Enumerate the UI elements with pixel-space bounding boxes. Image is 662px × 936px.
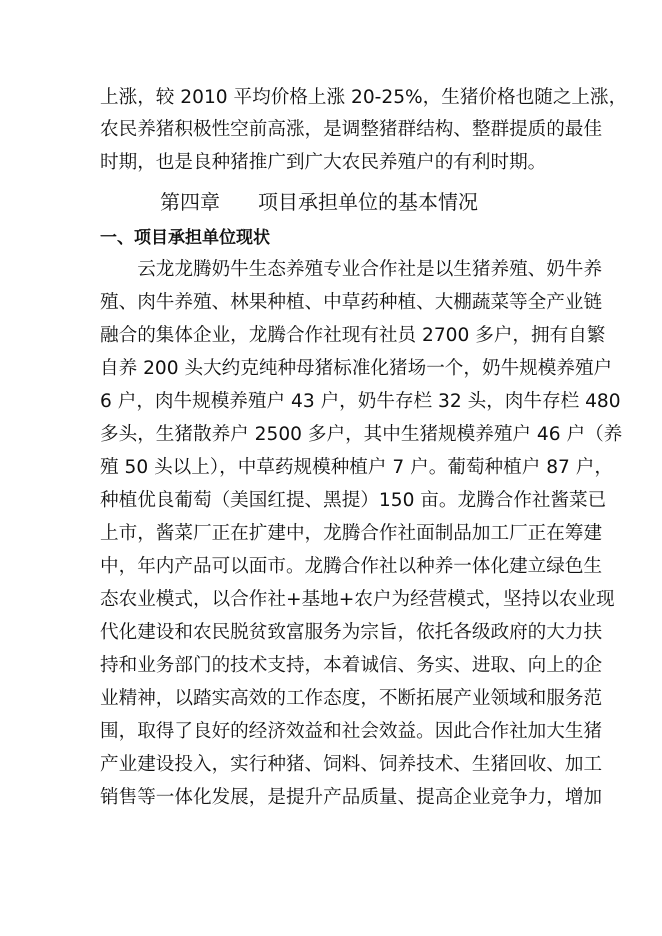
body-line-3: 融合的集体企业，龙腾合作社现有社员 2700 多户，拥有自繁 — [100, 325, 606, 346]
body-line-10: 中，年内产品可以面市。龙腾合作社以种养一体化建立绿色生 — [100, 556, 603, 577]
intro-line-2: 农民养猪积极性空前高涨，是调整猪群结构、整群提质的最佳 — [100, 119, 603, 140]
chapter-heading — [160, 188, 478, 216]
body-line-1: 云龙龙腾奶牛生态养殖专业合作社是以生猪养殖、奶牛养 — [100, 259, 603, 280]
body-line-12: 代化建设和农民脱贫致富服务为宗旨，依托各级政府的大力扶 — [100, 622, 603, 643]
intro-line-3: 时期，也是良种猪推广到广大农民养殖户的有利时期。 — [100, 152, 547, 173]
body-line-6: 多头，生猪散养户 2500 多户，其中生猪规模养殖户 46 户（养 — [100, 424, 623, 445]
body-line-17: 销售等一体化发展，是提升产品质量、提高企业竞争力，增加 — [100, 787, 603, 808]
body-line-8: 种植优良葡萄（美国红提、黑提）150 亩。龙腾合作社酱菜已 — [100, 490, 607, 511]
body-line-4: 自养 200 头大约克纯种母猪标准化猪场一个，奶牛规模养殖户 — [100, 358, 613, 379]
chapter-title: 项目承担单位的基本情况 — [258, 190, 478, 214]
body-line-15: 围，取得了良好的经济效益和社会效益。因此合作社加大生猪 — [100, 721, 603, 742]
body-line-16: 产业建设投入，实行种猪、饲料、饲养技术、生猪回收、加工 — [100, 754, 603, 775]
section-heading: 一、项目承担单位现状 — [100, 228, 270, 248]
body-line-5: 6 户，肉牛规模养殖户 43 户，奶牛存栏 32 头，肉牛存栏 480 — [100, 391, 621, 412]
body-line-11: 态农业模式，以合作社+基地+农户为经营模式，坚持以农业现 — [100, 589, 615, 610]
chapter-number: 第四章 — [160, 190, 220, 214]
intro-line-1: 上涨，较 2010 平均价格上涨 20-25%，生猪价格也随之上涨， — [100, 87, 628, 108]
body-line-13: 持和业务部门的技术支持，本着诚信、务实、进取、向上的企 — [100, 655, 603, 676]
body-line-14: 业精神，以踏实高效的工作态度，不断拓展产业领域和服务范 — [100, 688, 603, 709]
body-line-9: 上市，酱菜厂正在扩建中，龙腾合作社面制品加工厂正在筹建 — [100, 523, 603, 544]
body-line-7: 殖 50 头以上），中草药规模种植户 7 户。葡萄种植户 87 户， — [100, 457, 613, 478]
body-line-2: 殖、肉牛养殖、林果种植、中草药种植、大棚蔬菜等全产业链 — [100, 292, 603, 313]
